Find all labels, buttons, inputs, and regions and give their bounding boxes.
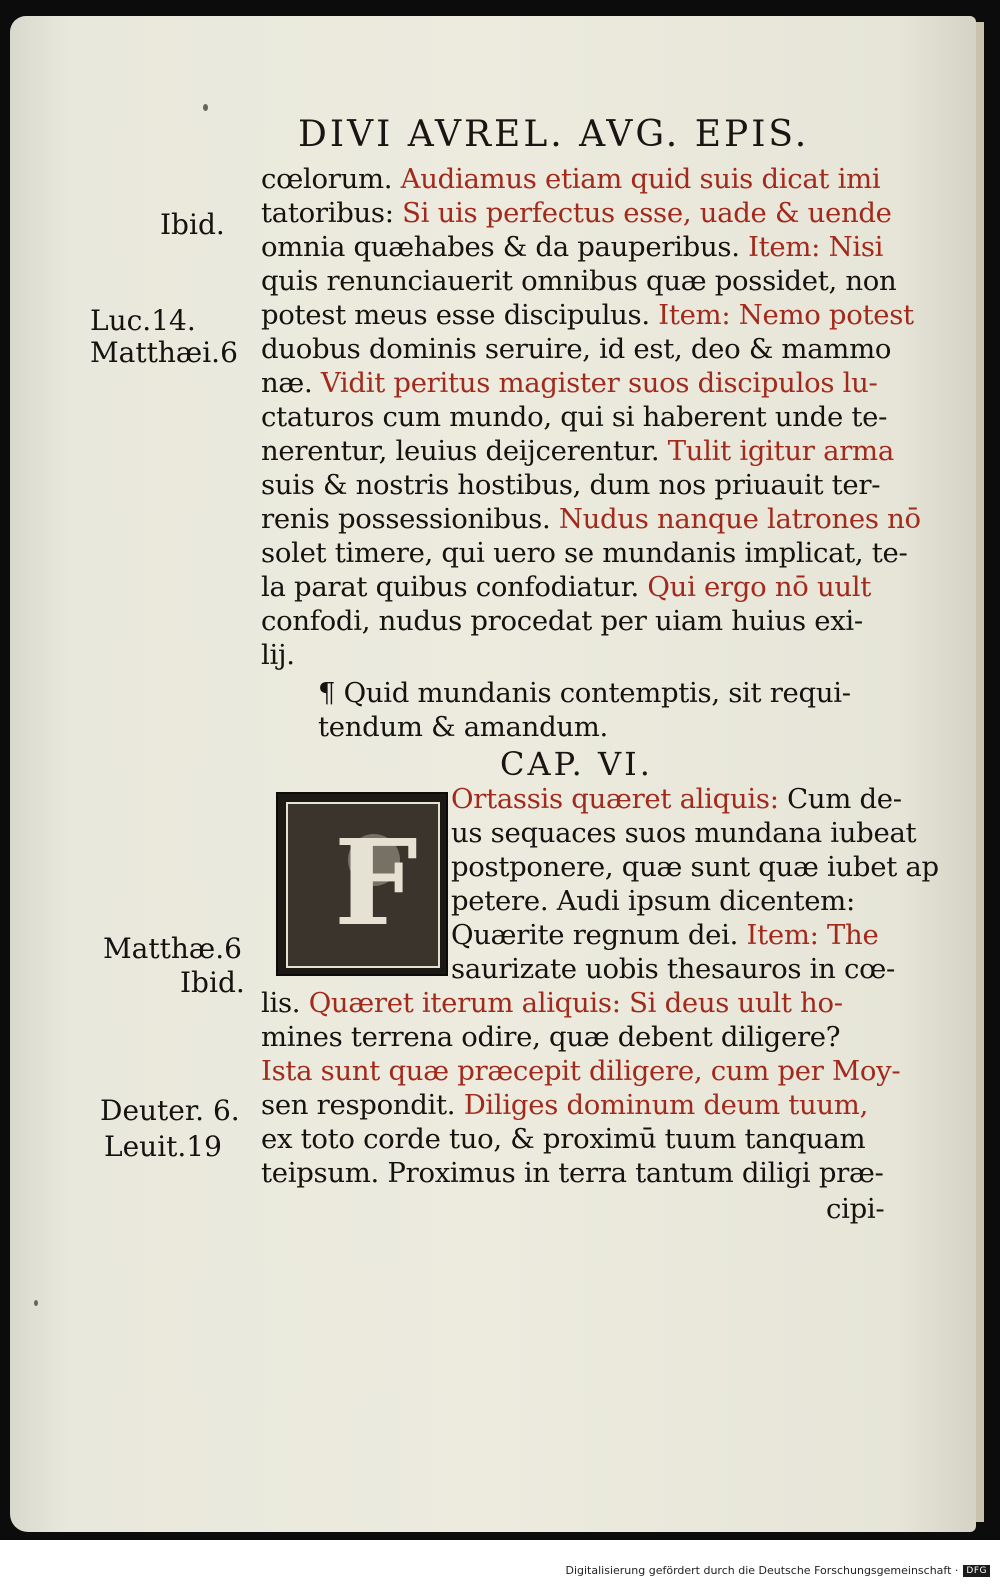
margin-note-luc: Luc.14. bbox=[90, 304, 196, 337]
margin-note-deuter: Deuter. 6. bbox=[100, 1094, 240, 1127]
text-line: teipsum. Proximus in terra tantum diligi præ- bbox=[261, 1157, 884, 1189]
text-line: Ista sunt quæ præcepit diligere, cum per Moy- bbox=[261, 1055, 901, 1087]
rubric-line: ¶ Quid mundanis contemptis, sit requi- bbox=[318, 677, 851, 709]
text-line: confodi, nudus procedat per uiam huius exi- bbox=[261, 605, 863, 637]
text-line: nerentur, leuius deijcerentur. Tulit igitur arma bbox=[261, 435, 894, 467]
ink-spot bbox=[34, 1300, 38, 1306]
text-line: tatoribus: Si uis perfectus esse, uade & uende bbox=[261, 197, 892, 229]
chapter-title: CAP. VI. bbox=[500, 745, 653, 783]
text-line: quis renunciauerit omnibus quæ possidet, non bbox=[261, 265, 897, 297]
footer-text: Digitalisierung gefördert durch die Deutsche Forschungsgemeinschaft · bbox=[565, 1564, 959, 1577]
text-line: saurizate uobis thesauros in cœ- bbox=[451, 953, 895, 985]
footer-credit bbox=[565, 1564, 990, 1577]
text-line: duobus dominis seruire, id est, deo & mammo bbox=[261, 333, 892, 365]
text-line: lij. bbox=[261, 639, 295, 671]
text-line: cœlorum. Audiamus etiam quid suis dicat imi bbox=[261, 163, 881, 195]
text-line: ex toto corde tuo, & proximū tuum tanquam bbox=[261, 1123, 866, 1155]
margin-note-ibid: Ibid. bbox=[160, 208, 225, 241]
margin-note-ibid-2: Ibid. bbox=[180, 966, 245, 999]
initial-letter: F bbox=[334, 813, 418, 952]
decorated-initial bbox=[276, 792, 448, 976]
initial-woodcut bbox=[286, 802, 440, 968]
margin-note-leuit: Leuit.19 bbox=[104, 1130, 222, 1163]
text-line: renis possessionibus. Nudus nanque latrones nō bbox=[261, 503, 921, 535]
text-line: lis. Quæret iterum aliquis: Si deus uult ho- bbox=[261, 987, 843, 1019]
running-head: DIVI AVREL. AVG. EPIS. bbox=[298, 114, 810, 155]
text-line: postponere, quæ sunt quæ iubet ap bbox=[451, 851, 939, 883]
page-edge bbox=[976, 22, 984, 1522]
dfg-logo[interactable]: DFG bbox=[963, 1565, 990, 1577]
margin-note-matthae: Matthæ.6 bbox=[103, 932, 242, 965]
text-line: petere. Audi ipsum dicentem: bbox=[451, 885, 855, 917]
text-line: suis & nostris hostibus, dum nos priuauit ter- bbox=[261, 469, 881, 501]
margin-note-matthaei: Matthæi.6 bbox=[90, 336, 238, 369]
text-line: ctaturos cum mundo, qui si haberent unde te- bbox=[261, 401, 888, 433]
catchword: cipi- bbox=[826, 1193, 885, 1225]
text-line: solet timere, qui uero se mundanis implicat, te- bbox=[261, 537, 908, 569]
ink-spot bbox=[203, 104, 208, 111]
text-line: sen respondit. Diliges dominum deum tuum, bbox=[261, 1089, 869, 1121]
rubric-line: tendum & amandum. bbox=[318, 711, 609, 743]
text-line: næ. Vidit peritus magister suos discipulos lu- bbox=[261, 367, 878, 399]
text-line: Quærite regnum dei. Item: The bbox=[451, 919, 879, 951]
text-line: mines terrena odire, quæ debent diligere? bbox=[261, 1021, 841, 1053]
text-line: potest meus esse discipulus. Item: Nemo potest bbox=[261, 299, 914, 331]
text-line: omnia quæhabes & da pauperibus. Item: Nisi bbox=[261, 231, 884, 263]
text-line: la parat quibus confodiatur. Qui ergo nō uult bbox=[261, 571, 872, 603]
text-line: us sequaces suos mundana iubeat bbox=[451, 817, 917, 849]
text-line: Ortassis quæret aliquis: Cum de- bbox=[451, 783, 902, 815]
